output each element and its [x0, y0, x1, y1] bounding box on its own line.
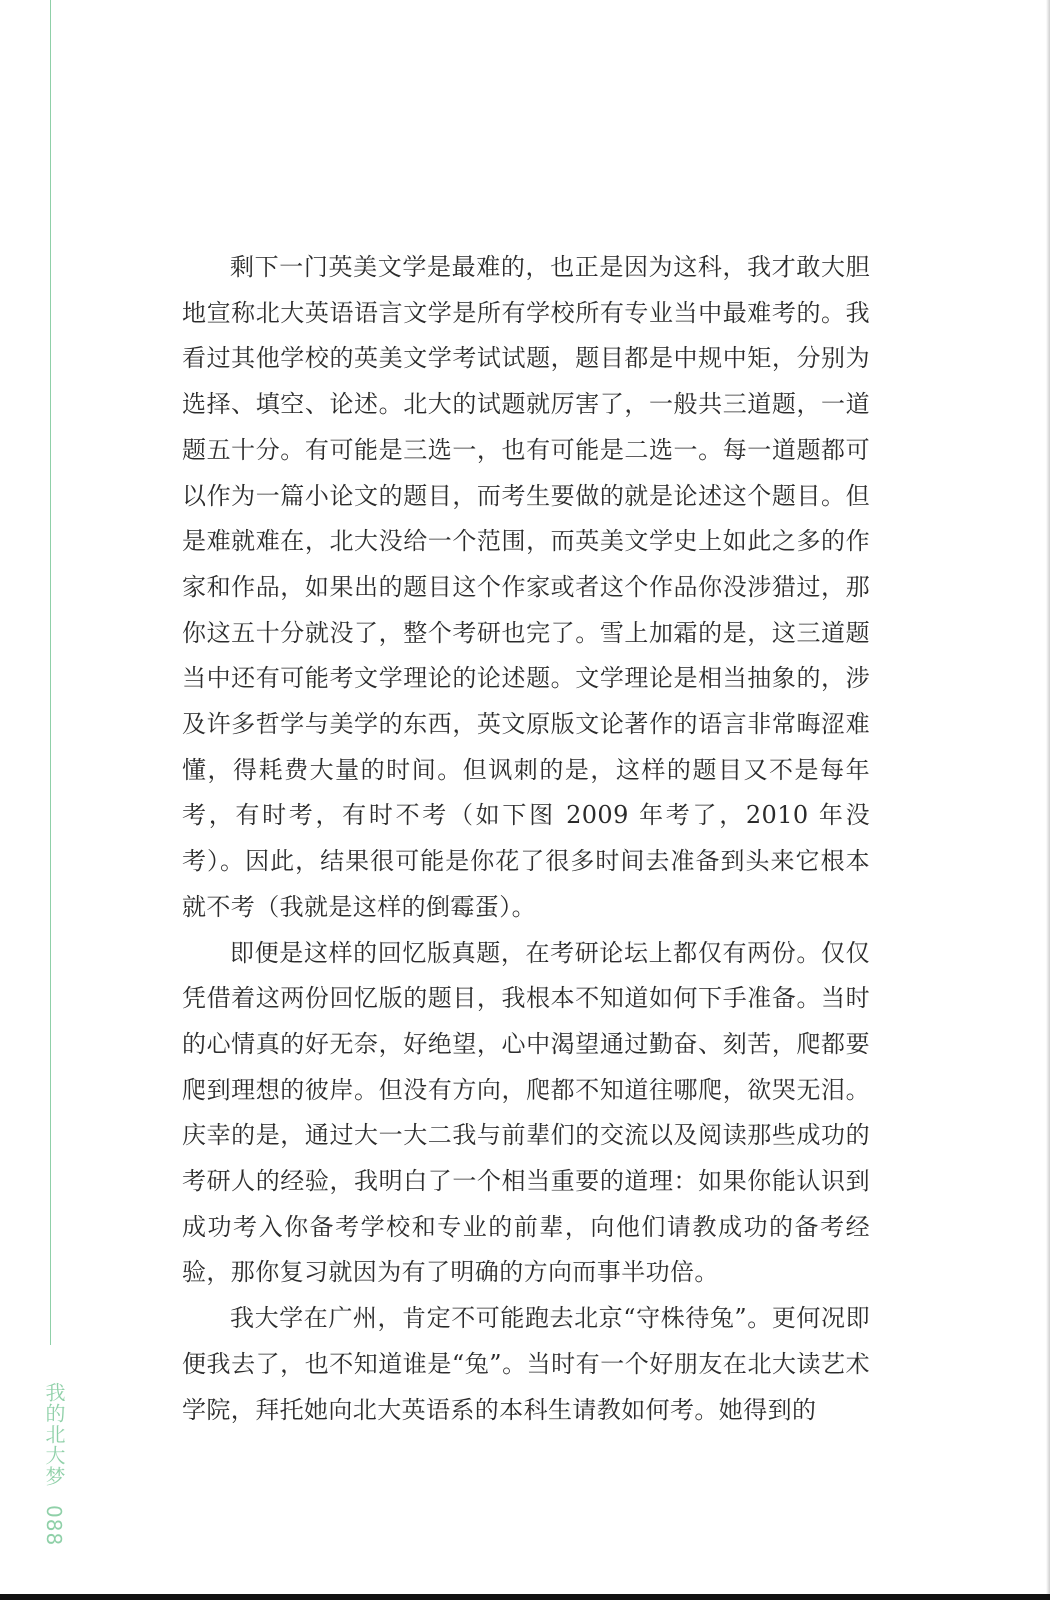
- book-title: 我的北大梦: [42, 1382, 66, 1487]
- margin-rule: [50, 0, 51, 1345]
- paragraph: 剩下一门英美文学是最难的，也正是因为这科，我才敢大胆地宣称北大英语语言文学是所有学校所有专业当中最难考的。我看过其他学校的英美文学考试试题，题目都是中规中矩，分别为选择、填空、论述。北大的试题就厉害了，一般共三道题，一道题五十分。有可能是三选一，也有可能是二选一。每一道题都可以作为一篇小论文的题目，而考生要做的就是论述这个题目。但是难就难在，北大没给一个范围，而英美文学史上如此之多的作家和作品，如果出的题目这个作家或者这个作品你没涉猎过，那你这五十分就没了，整个考研也完了。雪上加霜的是，这三道题当中还有可能考文学理论的论述题。文学理论是相当抽象的，涉及许多哲学与美学的东西，英文原版文论著作的语言非常晦涩难懂，得耗费大量的时间。但讽刺的是，这样的题目又不是每年考，有时考，有时不考（如下图 2009 年考了，2010 年没考）。因此，结果很可能是你花了很多时间去准备到头来它根本就不考（我就是这样的倒霉蛋）。: [182, 253, 870, 921]
- scan-edge: [0, 1594, 1050, 1600]
- body-text: [182, 245, 870, 1433]
- page-number: 088: [42, 1505, 66, 1547]
- paragraph: 即便是这样的回忆版真题，在考研论坛上都仅有两份。仅仅凭借着这两份回忆版的题目，我根本不知道如何下手准备。当时的心情真的好无奈，好绝望，心中渴望通过勤奋、刻苦，爬都要爬到理想的彼岸。但没有方向，爬都不知道往哪爬，欲哭无泪。庆幸的是，通过大一大二我与前辈们的交流以及阅读那些成功的考研人的经验，我明白了一个相当重要的道理：如果你能认识到成功考入你备考学校和专业的前辈，向他们请教成功的备考经验，那你复习就因为有了明确的方向而事半功倍。: [182, 938, 870, 1287]
- running-header: [40, 1382, 69, 1546]
- scan-edge: [1046, 0, 1050, 1600]
- paragraph: 我大学在广州，肯定不可能跑去北京“守株待兔”。更何况即便我去了，也不知道谁是“兔”。当时有一个好朋友在北大读艺术学院，拜托她向北大英语系的本科生请教如何考。她得到的: [182, 1304, 870, 1424]
